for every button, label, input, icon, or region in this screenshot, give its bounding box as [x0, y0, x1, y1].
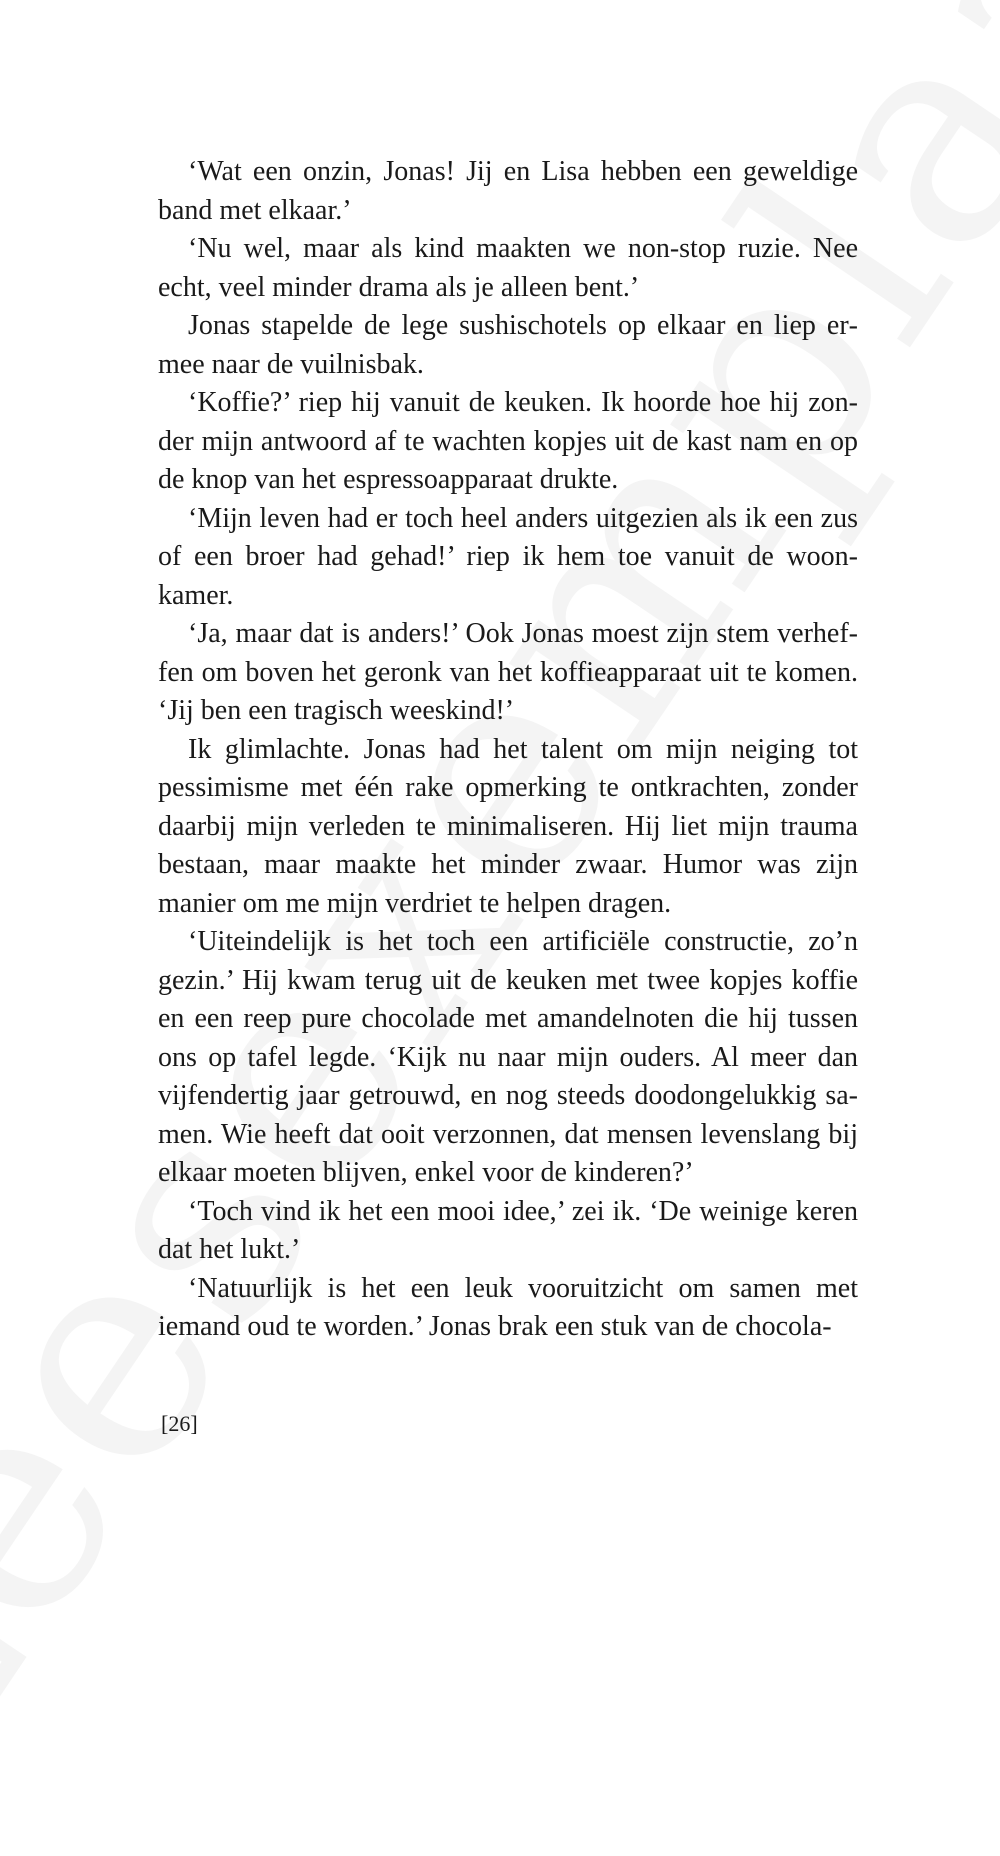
paragraph-9: ‘Toch vind ik het een mooi idee,’ zei ik. ‘De weinige keren dat het lukt.’ [158, 1195, 858, 1265]
paragraph-4: ‘Koffie?’ riep hij vanuit de keuken. Ik hoorde hoe hij zonder mijn antwoord af te wachten kopjes uit de kast nam en op de knop van het espressoapparaat drukte. [158, 387, 858, 495]
paragraph-1: ‘Wat een onzin, Jonas! Jij en Lisa hebben een geweldige band met elkaar.’ [158, 156, 858, 226]
body-text [158, 153, 858, 1347]
paragraph-5: ‘Mijn leven had er toch heel anders uitgezien als ik een zus of een broer had gehad!’ riep ik hem toe vanuit de woonkamer. [158, 502, 858, 611]
paragraph-10: ‘Natuurlijk is het een leuk vooruitzicht om samen met iemand oud te worden.’ Jonas brak een stuk van de chocola- [158, 1272, 858, 1342]
page-number: [26] [161, 1411, 198, 1436]
paragraph-3: Jonas stapelde de lege sushischotels op elkaar en liep ermee naar de vuilnisbak. [158, 310, 858, 380]
paragraph-2: ‘Nu wel, maar als kind maakten we non-stop ruzie. Nee echt, veel minder drama als je alleen bent.’ [158, 233, 858, 303]
paragraph-7: Ik glimlachte. Jonas had het talent om mijn neiging tot pessimisme met één rake opmerking te ontkrachten, zonder daarbij mijn verleden te minimaliseren. Hij liet mijn trauma bestaan, maar maakte het minder zwaar. Humor was zijn manier om me mijn verdriet te helpen dragen. [158, 733, 858, 919]
paragraph-6: ‘Ja, maar dat is anders!’ Ook Jonas moest zijn stem verheffen om boven het geronk van het koffieapparaat uit te komen. ‘Jij ben een tragisch weeskind!’ [158, 618, 858, 726]
paragraph-8: ‘Uiteindelijk is het toch een artificiële constructie, zo’n gezin.’ Hij kwam terug uit de keuken met twee kopjes koffie en een reep pure chocolade met amandelnoten die hij tussen ons op tafel legde. ‘Kijk nu naar mijn ouders. Al meer dan vijfendertig jaar getrouwd, en nog steeds doodongelukkig samen. Wie heeft dat ooit verzonnen, dat mensen levenslang bij elkaar moeten blijven, enkel voor de kinderen?’ [158, 926, 858, 1188]
